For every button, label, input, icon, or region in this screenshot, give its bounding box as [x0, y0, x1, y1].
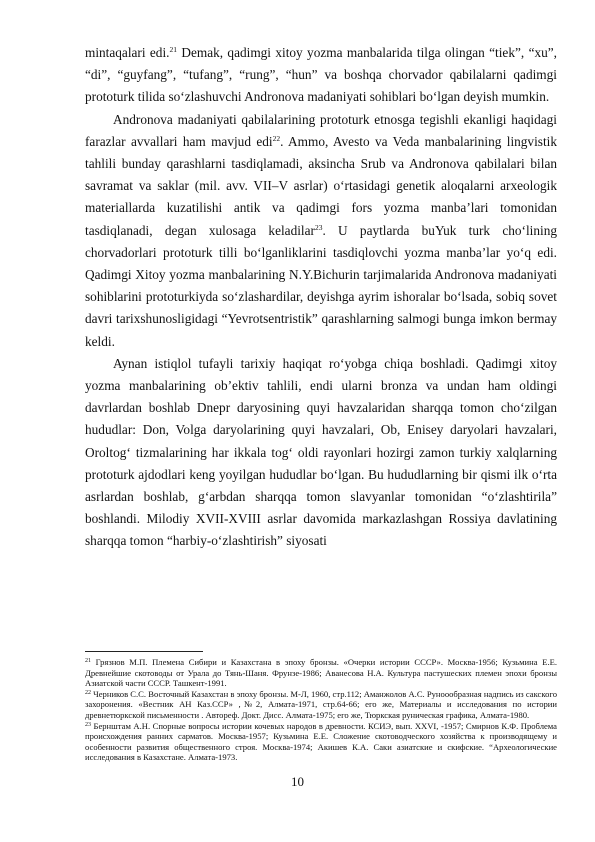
paragraph-text: Demak, qadimgi xitoy yozma manbalarida tilga olingan “tiek”, “xu”, “di”, “guyfang”, “tufang”, “rung”, “hun” va boshqa chorvador qabilalarni qadimgi prototurk tilida so‘zlashuvchi Andronova madaniyati sohiblari bo‘lgan deyish mumkin.	[85, 45, 557, 105]
main-text	[85, 42, 557, 553]
footnote-divider	[85, 651, 203, 652]
footnote-text: Бернштам А.Н. Спорные вопросы истории кочевых народов в древности. КСИЭ, вып. XXVI, -1957; Смирнов К.Ф. Проблема происхождения ранних сарматов. Москва-1957; Кузьмина Е.Е. Сложение скотоводческого хозяйства к производящему и особенности развития общественного строя. Москва-1974; Акишев К.А. Саки азиатские и скифские. “Археологические исследования в Казахстане. Алмата-1973.	[85, 720, 557, 763]
paragraph-text: Aynan istiqlol tufayli tarixiy haqiqat ro‘yobga chiqa boshladi. Qadimgi xitoy yozma manbalarining ob’ektiv tahlili, endi ularni bronza va undan ham oldingi davrlardan boshlab Dnepr daryosining quyi havzalaridan sharqqa tomon cho‘zilgan hududlar: Don, Volga daryolarining quyi havzalari, Ob, Enisey daryolari havzalari, Oroltog‘ tizmalarining har ikkala tog‘ oldi rayonlari hozirgi zamon turkiy xalqlarning prototurk ajdodlari keng yoyilgan hududlar bo‘lgan. Bu hududlarning bir qismi ilk o‘rta asrlardan boshlab, g‘arbdan sharqqa tomon slavyanlar tomonidan “o‘zlashtirila” boshlandi. Milodiy XVII-XVIII asrlar davomida markazlashgan Rossiya davlatining sharqqa tomon “harbiy-o‘zlashtirish” siyosati	[85, 355, 557, 549]
paragraph-text: . Ammo, Avesto va Veda manbalarining lingvistik tahlili bunday qarashlarni tasdiqlamadi, aksincha Srub va Andronova qabilalari bilan savramat va saklar (mil. avv. VII–V asrlar) o‘rtasidagi genetik aloqalarni arxeologik materiallarda kuzatilishi antik va qadimgi fors yozma manba’lari tomonidan tasdiqlanadi, degan xulosaga keladilar	[85, 133, 557, 238]
footnote-number: 22	[85, 689, 91, 696]
paragraph-2	[85, 109, 557, 353]
footnote-22	[85, 689, 557, 721]
paragraph-text: mintaqalari edi.	[85, 45, 170, 60]
paragraph-3	[85, 353, 557, 553]
footnote-ref-23: 23	[314, 222, 323, 232]
footnote-21	[85, 657, 557, 689]
footnote-number: 23	[85, 721, 91, 728]
page-number: 10	[291, 774, 304, 789]
footnotes	[85, 657, 557, 763]
footnote-text: Черников С.С. Восточный Казахстан в эпоху бронзы. М-Л, 1960, стр.112; Аманжолов А.С. Руноообразная надпись из сакского захоронения. «Вестник АН Каз.ССР» ,№2, Алмата-1971, стр.64-66; его же, Материалы и исследования по истории древнетюркской письменности . Автореф. Докт. Дисс. Алмата-1975; его же, Тюркская руническая графика, Алмата-1980.	[85, 688, 557, 720]
footnote-ref-21: 21	[169, 45, 177, 54]
paragraph-1	[85, 42, 557, 109]
paragraph-text: . U paytlarda buYuk turk cho‘lining chorvadorlari prototurk tilli bo‘lganliklarini tasdiqlovchi yozma manba’lar yo‘q edi. Qadimgi Xitoy yozma manbalarining N.Y.Bichurin tarjimalarida Andronova madaniyati sohiblarini prototurkiyda so‘zlashardilar, deyishga ayrim ishoralar bo‘lsada, sobiq sovet davri tarixshunosligidagi “Yevrotsentristik” qarashlarning salmogi bunga imkon bermay keldi.	[85, 222, 558, 349]
footnote-ref-22: 22	[272, 133, 281, 143]
footnote-text: Грязнов М.П. Племена Сибири и Казахстана в эпоху бронзы. «Очерки истории СССР». Москва-1956; Кузьмина Е.Е. Древнейшие скотоводы от Урала до Тянь-Шаня. Фрунзе-1986; Аванесова Н.А. Культура пастушеских племен эпохи бронзы Азиатской части СССР. Ташкент-1991.	[85, 657, 557, 689]
paragraph-text: Andronova madaniyati qabilalarining prototurk etnosga tegishli ekanligi haqidagi farazlar avvallari ham mavjud edi	[85, 111, 557, 149]
footnote-number: 21	[85, 658, 91, 664]
footnote-23	[85, 721, 557, 763]
